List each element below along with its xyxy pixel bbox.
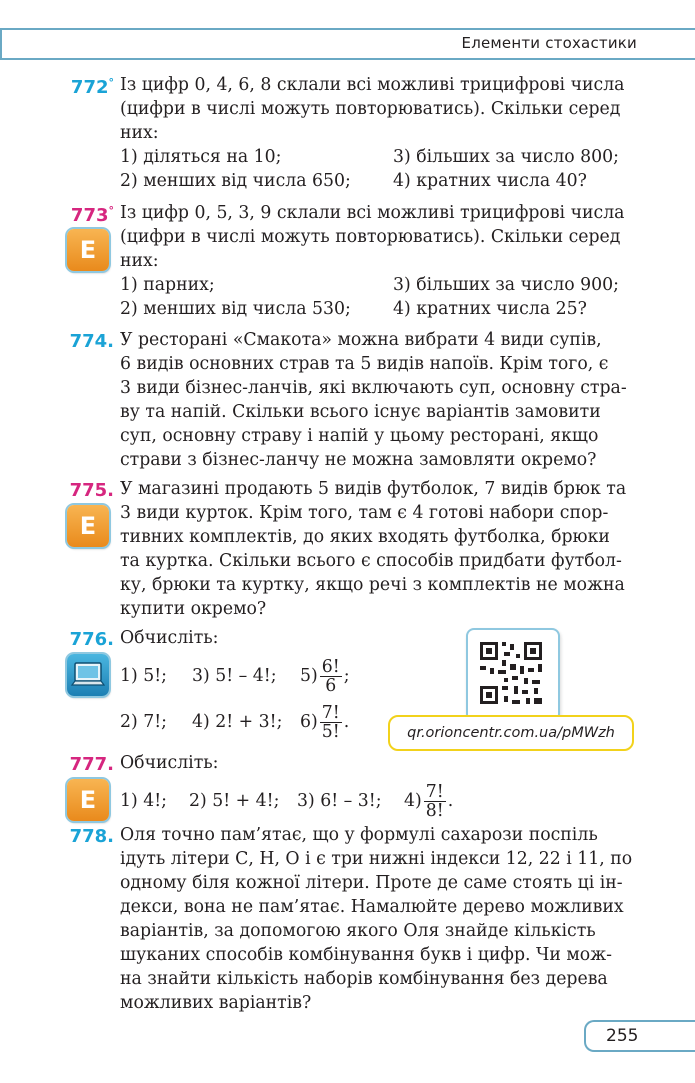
text-line: (цифри в числі можуть повторюватись). Скільки серед xyxy=(120,99,621,119)
text-line: них: xyxy=(120,123,159,143)
text-line: ідуть літери С, Н, О і є три нижні індекси 12, 22 і 11, по xyxy=(120,849,633,869)
text-line: купити окремо? xyxy=(120,599,267,619)
fraction: $\frac{7!}{5!}$ xyxy=(321,702,340,742)
text-line: 3 види бізнес-ланчів, які включають суп, основну стра- xyxy=(120,378,627,398)
expression: 2) 7!; xyxy=(120,712,167,732)
problem-text xyxy=(120,201,634,321)
problem-number: 775. xyxy=(69,480,114,501)
problem-text xyxy=(120,751,520,823)
expression-row xyxy=(120,656,460,696)
expression: 3) 6! – 3!; xyxy=(297,791,382,811)
page-number-box xyxy=(584,1020,695,1052)
expression-row xyxy=(120,779,520,823)
intro-text: Обчисліть: xyxy=(120,628,219,648)
page-header xyxy=(0,28,695,64)
option-item: 1) діляться на 10; xyxy=(120,147,282,167)
exercise-e-icon: E xyxy=(67,505,109,547)
problem-text xyxy=(120,328,634,472)
expression: 6) xyxy=(300,712,318,732)
problem-text xyxy=(120,73,634,193)
problem-number: 778. xyxy=(69,826,114,847)
text-line: У ресторані «Смакота» можна вибрати 4 види супів, xyxy=(120,330,602,350)
text-line: У магазині продають 5 видів футболок, 7 видів брюк та xyxy=(120,479,627,499)
text-line: 3 види курток. Крім того, там є 4 готові набори спор- xyxy=(120,503,609,523)
expression: 1) 5!; xyxy=(120,666,167,686)
text-line: на знайти кількість наборів комбінування без дерева xyxy=(120,969,608,989)
exercise-e-icon: E xyxy=(67,229,109,271)
page-number: 255 xyxy=(606,1026,639,1046)
text-line: Із цифр 0, 4, 6, 8 склали всі можливі трицифрові числа xyxy=(120,75,625,95)
fraction: $\frac{6!}{6}$ xyxy=(321,656,340,696)
text-line: (цифри в числі можуть повторюватись). Скільки серед xyxy=(120,227,621,247)
chapter-title: Елементи стохастики xyxy=(461,34,637,52)
problem-number: 776. xyxy=(69,629,114,650)
text-line: 6 видів основних страв та 5 видів напоїв. Крім того, є xyxy=(120,354,609,374)
expression: 2) 5! + 4!; xyxy=(189,791,280,811)
expression: 4) xyxy=(404,791,422,811)
text-line: них: xyxy=(120,251,159,271)
qr-code-icon[interactable] xyxy=(466,628,560,722)
option-item: 3) більших за число 900; xyxy=(393,275,619,295)
problem-text xyxy=(120,477,634,621)
qr-link[interactable]: qr.orioncentr.com.ua/pMWzh xyxy=(388,715,634,751)
intro-text: Обчисліть: xyxy=(120,753,219,773)
option-item: 1) парних; xyxy=(120,275,215,295)
problem-number: 774. xyxy=(69,331,114,352)
text-line: суп, основну страву і напій у цьому ресторані, якщо xyxy=(120,426,599,446)
fraction: $\frac{7!}{8!}$ xyxy=(425,781,444,821)
expression: 5) xyxy=(300,666,318,686)
punctuation: ; xyxy=(343,666,350,686)
exercise-e-icon: E xyxy=(67,779,109,821)
problem-text xyxy=(120,823,634,1015)
option-item: 4) кратних числа 25? xyxy=(393,299,587,319)
text-line: тивних комплектів, до яких входять футболка, брюки xyxy=(120,527,610,547)
computer-icon xyxy=(67,654,109,696)
punctuation: . xyxy=(343,712,350,732)
option-item: 2) менших від числа 530; xyxy=(120,299,351,319)
text-line: Із цифр 0, 5, 3, 9 склали всі можливі трицифрові числа xyxy=(120,203,625,223)
expression: 1) 4!; xyxy=(120,791,167,811)
problem-number: 773° xyxy=(70,204,114,226)
text-line: ву та напій. Скільки всього існує варіантів замовити xyxy=(120,402,601,422)
text-line: декси, вона не пам’ятає. Намалюйте дерево можливих xyxy=(120,897,624,917)
option-item: 3) більших за число 800; xyxy=(393,147,619,167)
text-line: шуканих способів комбінування букв і цифр. Чи мож- xyxy=(120,945,612,965)
text-line: Оля точно пам’ятає, що у формулі сахарози поспіль xyxy=(120,825,598,845)
option-item: 2) менших від числа 650; xyxy=(120,171,351,191)
text-line: ку, брюки та куртку, якщо речі з комплектів не можна xyxy=(120,575,625,595)
problem-number: 777. xyxy=(69,754,114,775)
expression: 3) 5! – 4!; xyxy=(192,666,277,686)
expression: 4) 2! + 3!; xyxy=(192,712,283,732)
text-line: та куртка. Скільки всього є способів придбати футбол- xyxy=(120,551,622,571)
text-line: страви з бізнес-ланчу не можна замовляти окремо? xyxy=(120,450,597,470)
option-item: 4) кратних числа 40? xyxy=(393,171,587,191)
problem-number: 772° xyxy=(70,76,114,98)
text-line: варіантів, за допомогою якого Оля знайде кількість xyxy=(120,921,596,941)
text-line: одному біля кожної літери. Проте де саме стоять ці ін- xyxy=(120,873,623,893)
punctuation: . xyxy=(447,791,454,811)
text-line: можливих варіантів? xyxy=(120,993,312,1013)
